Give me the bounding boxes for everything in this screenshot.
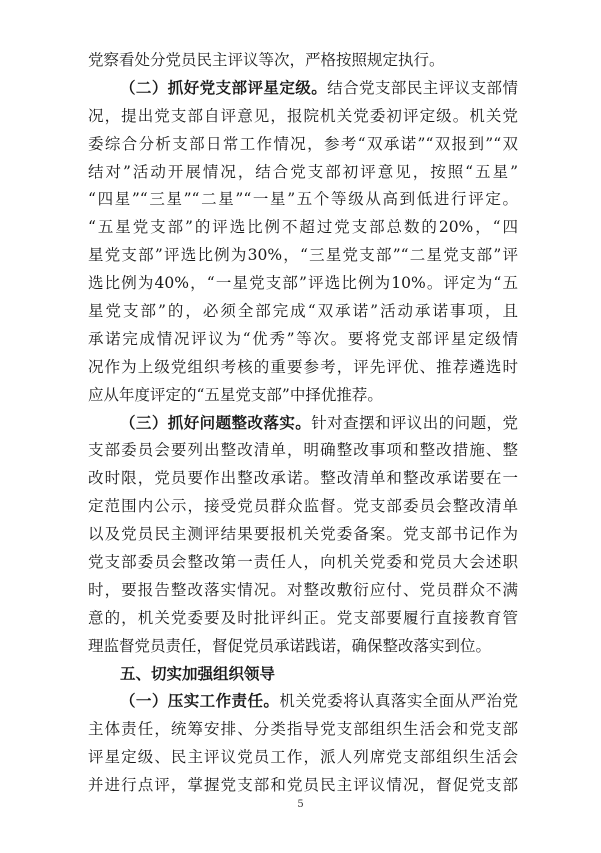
line-text: 主体责任，统筹安排、分类指导党支部组织生活会和党支部	[88, 720, 518, 739]
text-line-8	[88, 245, 518, 265]
text-line-22	[88, 636, 518, 656]
text-line-3	[88, 106, 518, 126]
line-text: 结合党支部民主评议支部情	[327, 78, 518, 97]
sub-heading-rectification: （三）抓好问题整改落实。	[120, 412, 312, 432]
text-line-15	[88, 440, 518, 460]
text-line-7	[88, 217, 518, 237]
line-text: 评星定级、民主评议党员工作，派人列席党支部组织生活会	[88, 748, 518, 767]
line-text: 况作为上级党组织考核的重要参考，评先评优、推荐遴选时	[88, 357, 518, 376]
line-text: 况，提出党支部自评意见，报院机关党委初评定级。机关党	[88, 106, 518, 125]
text-line-18	[88, 524, 518, 544]
text-line-6	[88, 189, 518, 209]
line-text: 党察看处分党员民主评议等次，严格按照规定执行。	[88, 51, 445, 69]
line-text: 针对查摆和评议出的问题，党	[311, 413, 518, 432]
line-text: 以及党员民主测评结果要报机关党委备案。党支部书记作为	[88, 525, 518, 543]
text-line-14	[120, 413, 518, 433]
text-line-10	[88, 301, 518, 321]
sub-heading-responsibility: （一）压实工作责任。	[120, 691, 280, 711]
section-heading-text: 五、切实加强组织领导	[120, 663, 276, 683]
sub-heading-star-rating: （二）抓好党支部评星定级。	[120, 77, 328, 97]
text-line-25	[88, 719, 518, 739]
text-line-1	[88, 50, 518, 70]
line-text: 党支部委员会整改第一责任人，向机关党委和党员大会述职	[88, 552, 518, 571]
line-text: 意的，机关党委要及时批评纠正。党支部要履行直接教育管	[88, 608, 518, 627]
line-text: 结对”活动开展情况，结合党支部初评意见，按照“五星”	[88, 162, 518, 181]
line-text: 机关党委将认真落实全面从严治党	[279, 692, 518, 711]
text-line-20	[88, 580, 518, 600]
text-line-16	[88, 468, 518, 488]
text-line-27	[88, 775, 518, 795]
line-text: 应从年度评定的“五星党支部”中择优推荐。	[88, 385, 383, 404]
text-line-26	[88, 747, 518, 767]
line-text: 改时限，党员要作出整改承诺。整改清单和整改承诺要在一	[88, 469, 518, 488]
line-text: 承诺完成情况评议为“优秀”等次。要将党支部评星定级情	[88, 329, 518, 348]
line-text: 理监督党员责任，督促党员承诺践诺，确保整改落实到位。	[88, 636, 492, 655]
line-text: “五星党支部”的评选比例不超过党支部总数的20%，“四	[88, 218, 518, 237]
text-line-21	[88, 608, 518, 628]
text-line-24	[120, 691, 518, 711]
line-text: 定范围内公示，接受党员群众监督。党支部委员会整改清单	[88, 497, 518, 516]
section-heading-organization	[120, 664, 518, 684]
text-line-9	[88, 273, 518, 293]
line-text: 委综合分析支部日常工作情况，参考“双承诺”“双报到”“双	[88, 134, 518, 153]
text-line-5	[88, 162, 518, 182]
line-text: “四星”“三星”“二星”“一星”五个等级从高到低进行评定。	[88, 190, 518, 209]
line-text: 时，要报告整改落实情况。对整改敷衍应付、党员群众不满	[88, 580, 518, 599]
line-text: 并进行点评，掌握党支部和党员民主评议情况，督促党支部	[88, 776, 518, 794]
line-text: 星党支部”评选比例为30%，“三星党支部”“二星党支部”评	[88, 246, 518, 265]
text-line-12	[88, 357, 518, 377]
line-text: 支部委员会要列出整改清单，明确整改事项和整改措施、整	[88, 441, 518, 460]
text-line-19	[88, 552, 518, 572]
text-line-4	[88, 134, 518, 154]
text-line-11	[88, 329, 518, 349]
line-text: 星党支部”的，必须全部完成“双承诺”活动承诺事项，且	[88, 302, 518, 320]
text-line-2	[120, 78, 518, 98]
page-number: 5	[297, 799, 304, 810]
line-text: 选比例为40%，“一星党支部”评选比例为10%。评定为“五	[88, 274, 518, 293]
text-line-13	[88, 385, 518, 405]
text-line-17	[88, 496, 518, 516]
